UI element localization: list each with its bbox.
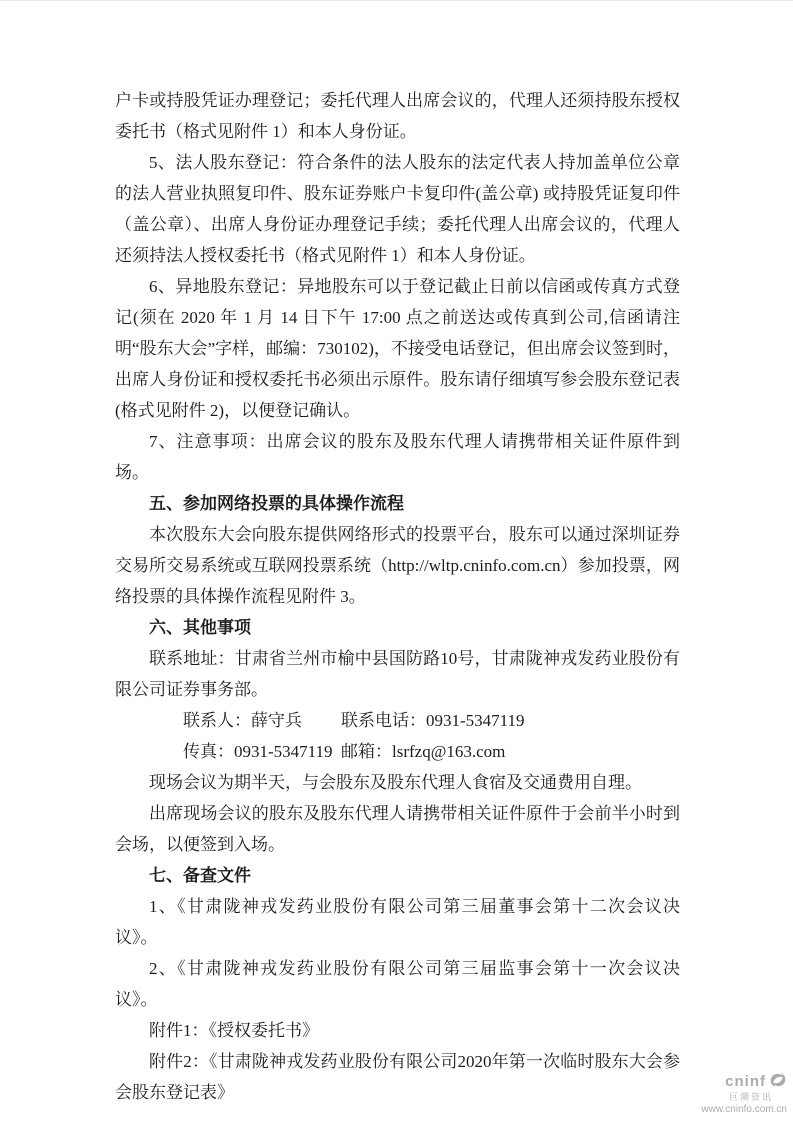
paragraph: 附件2：《甘肃陇神戎发药业股份有限公司2020年第一次临时股东大会参会股东登记表》 <box>115 1052 680 1102</box>
paragraph: 户卡或持股凭证办理登记；委托代理人出席会议的，代理人还须持股东授权委托书（格式见附件 1）和本人身份证。 <box>115 91 680 141</box>
paragraph: 附件1：《授权委托书》 <box>149 1021 319 1040</box>
paragraph: 1、《甘肃陇神戎发药业股份有限公司第三届董事会第十二次会议决议》。 <box>115 897 680 947</box>
cninfo-watermark <box>701 1072 787 1115</box>
paragraph: 现场会议为期半天，与会股东及股东代理人食宿及交通费用自理。 <box>149 773 642 792</box>
section-heading: 七、备查文件 <box>149 866 251 885</box>
cninfo-logo-text: cninf <box>725 1072 766 1090</box>
contact-line <box>115 736 680 767</box>
paragraph: 2、《甘肃陇神戎发药业股份有限公司第三届监事会第十一次会议决议》。 <box>115 959 680 1009</box>
cninfo-logo <box>701 1072 787 1093</box>
contact-right: 邮箱：lsrfzq@163.com <box>341 742 506 761</box>
contact-left: 传真：0931-5347119 <box>183 742 333 761</box>
document-body <box>115 85 680 1108</box>
contact-left: 联系人：薛守兵 <box>183 711 302 730</box>
section-heading: 六、其他事项 <box>149 618 251 637</box>
contact-right: 联系电话：0931-5347119 <box>341 711 525 730</box>
cninfo-chinese-name: 巨潮资讯 <box>728 1092 773 1103</box>
document-page <box>0 1 793 1123</box>
paragraph: 出席现场会议的股东及股东代理人请携带相关证件原件于会前半小时到会场，以便签到入场。 <box>115 804 680 854</box>
cninfo-swirl-icon <box>769 1072 787 1093</box>
cninfo-url: www.cninfo.com.cn <box>701 1104 787 1115</box>
contact-line <box>115 705 680 736</box>
paragraph: 6、异地股东登记：异地股东可以于登记截止日前以信函或传真方式登记(须在 2020 年 1 月 14 日下午 17:00 点之前送达或传真到公司,信函请注明“股东大会”字样，邮编：730102)，不接受电话登记，但出席会议签到时，出席人身份证和授权委托书必须出示原件。股东请仔细填写参会股东登记表(格式见附件 2)，以便登记确认。 <box>115 277 680 420</box>
paragraph: 联系地址：甘肃省兰州市榆中县国防路10号，甘肃陇神戎发药业股份有限公司证券事务部。 <box>115 649 680 699</box>
paragraph: 本次股东大会向股东提供网络形式的投票平台，股东可以通过深圳证券交易所交易系统或互联网投票系统（http://wltp.cninfo.com.cn）参加投票，网络投票的具体操作流程见附件 3。 <box>115 525 680 606</box>
paragraph: 5、法人股东登记：符合条件的法人股东的法定代表人持加盖单位公章的法人营业执照复印件、股东证券账户卡复印件(盖公章) 或持股凭证复印件（盖公章）、出席人身份证办理登记手续；委托代理人出席会议的，代理人还须持法人授权委托书（格式见附件 1）和本人身份证。 <box>115 153 680 265</box>
section-heading: 五、参加网络投票的具体操作流程 <box>149 494 404 513</box>
paragraph: 7、注意事项：出席会议的股东及股东代理人请携带相关证件原件到场。 <box>115 432 680 482</box>
